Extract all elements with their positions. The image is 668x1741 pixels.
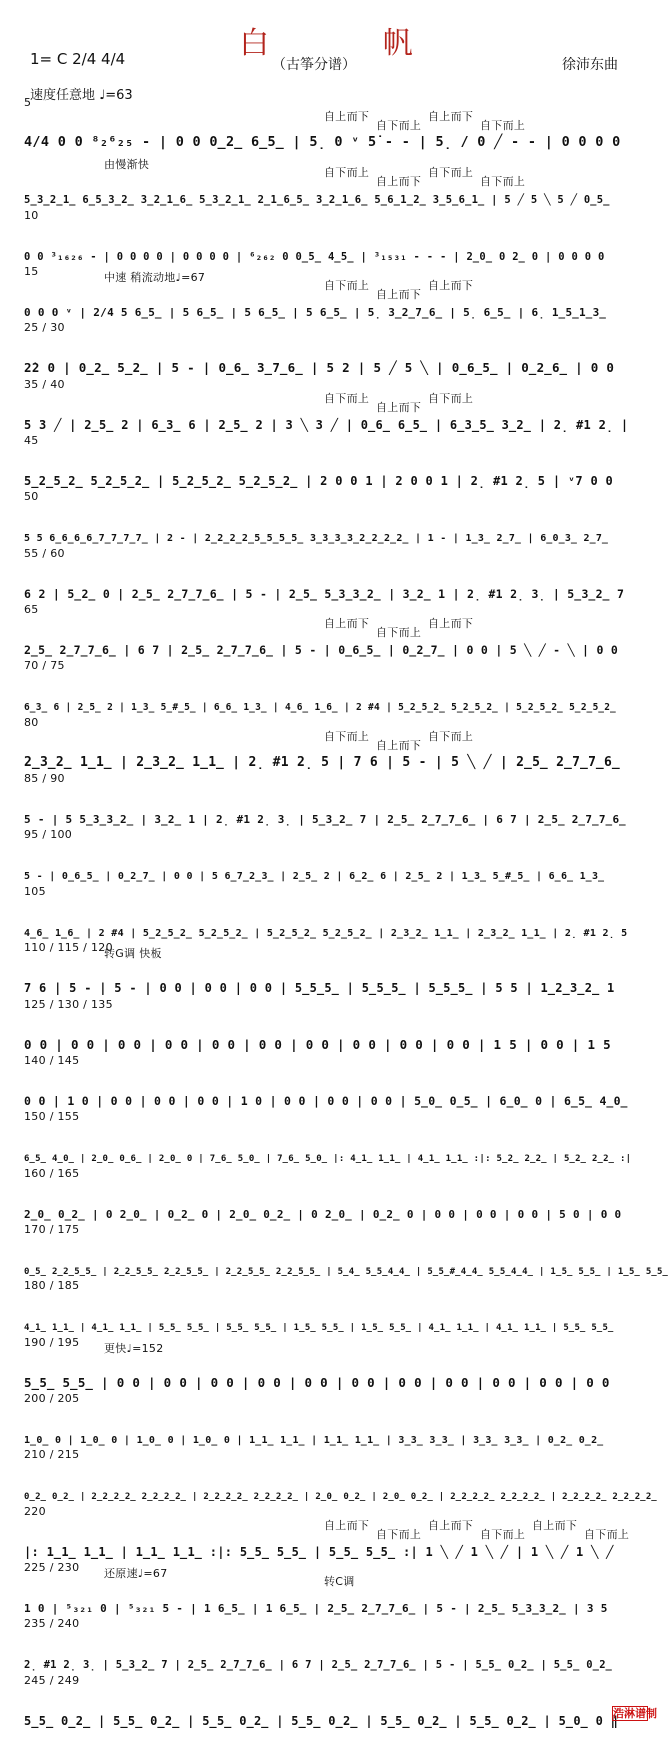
key-signature: 1= C 2/4 4/4 bbox=[30, 50, 126, 68]
notation-line: 0 0 0 ᵛ | 2/4 5 6̲5̲ | 5 6̲5̲ | 5 6̲5̲ | 5 6̲5̲ | 5̣ 3̲2̲7̲6̲ | 5̣ 6̲5̲ | 6̣ 1̲5̲1̲3̲ bbox=[24, 306, 607, 319]
glissando-label: 转C调 bbox=[324, 1575, 355, 1588]
measure-number: 235 / 240 bbox=[24, 1617, 80, 1630]
notation-line: 5 - | 0̲6̲5̲ | 0̲2̲7̲ | 0 0 | 5 6̲7̲2̲3̲ | 2̲5̲ 2 | 6̲2̲ 6 | 2̲5̲ 2 | 1̲3̲ 5̲#̲5̲ | 6̲6̲ 1̲3̲ bbox=[24, 871, 605, 882]
score-system bbox=[24, 1561, 632, 1615]
score-system bbox=[24, 998, 632, 1052]
measure-number: 170 / 175 bbox=[24, 1223, 80, 1236]
score-system bbox=[24, 1448, 657, 1502]
score-system bbox=[24, 547, 632, 601]
glissando-label: 自下而上 bbox=[428, 166, 474, 179]
notation-line: 5̲3̲2̲1̲ 6̲5̲3̲2̲ 3̲2̲1̲6̲ 5̲3̲2̲1̲ 2̲1̲6̲5̲ 3̲2̲1̲6̲ 5̲6̲1̲2̲ 3̲5̲6̲1̲ | 5 ╱ 5 ╲ 5 ╱ 0̲5̲ bbox=[24, 194, 610, 206]
score-system bbox=[24, 1674, 632, 1728]
glissando-label: 自下而上 bbox=[376, 119, 422, 132]
glissando-label: 自上而下 bbox=[428, 617, 474, 630]
score-system bbox=[24, 828, 632, 882]
notation-line: 5 3 ╱ | 2̲5̲ 2 | 6̲3̲ 6 | 2̲5̲ 2 | 3 ╲ 3 ╱ | 0̲6̲ 6̲5̲ | 6̲3̲5̲ 3̲2̲ | 2̣ #1 2̣ | bbox=[24, 418, 629, 432]
measure-number: 125 / 130 / 135 bbox=[24, 998, 113, 1011]
performance-direction: 还原速♩=67 bbox=[104, 1567, 168, 1580]
measure-number: 150 / 155 bbox=[24, 1110, 80, 1123]
glissando-label: 自上而下 bbox=[324, 110, 370, 123]
measure-number: 70 / 75 bbox=[24, 659, 65, 672]
notation-line: 0 0 | 0 0 | 0 0 | 0 0 | 0 0 | 0 0 | 0 0 | 0 0 | 0 0 | 0 0 | 1 5 | 0 0 | 1 5 bbox=[24, 1037, 611, 1052]
measure-number: 105 bbox=[24, 885, 46, 898]
score-system bbox=[24, 603, 632, 657]
score-system bbox=[24, 152, 632, 206]
measure-number: 190 / 195 bbox=[24, 1336, 80, 1349]
glissando-label: 自下而上 bbox=[376, 626, 422, 639]
measure-number: 95 / 100 bbox=[24, 828, 73, 841]
score-system bbox=[24, 1336, 632, 1390]
glissando-label: 自下而上 bbox=[324, 730, 370, 743]
measure-number: 225 / 230 bbox=[24, 1561, 80, 1574]
glissando-label: 自下而上 bbox=[584, 1528, 630, 1541]
measure-number: 25 / 30 bbox=[24, 321, 65, 334]
notation-line: 2̣ #1 2̣ 3̣ | 5̲3̲2̲ 7 | 2̲5̲ 2̲7̲7̲6̲ | 6 7 | 2̲5̲ 2̲7̲7̲6̲ | 5 - | 5̲5̲ 0̲2̲ | 5̲5̲ 0̲2̲ bbox=[24, 1659, 613, 1671]
glissando-label: 自上而下 bbox=[376, 401, 422, 414]
glissando-label: 自下而上 bbox=[480, 1528, 526, 1541]
glissando-label: 自下而上 bbox=[480, 119, 526, 132]
notation-line: 5̲2̲5̲2̲ 5̲2̲5̲2̲ | 5̲2̲5̲2̲ 5̲2̲5̲2̲ | 2 0 0 1 | 2 0 0 1 | 2̣ #1 2̣ 5 | ᵛ7 0 0 bbox=[24, 474, 614, 488]
score-system bbox=[24, 1110, 632, 1164]
performance-direction: 中速 稍流动地♩=67 bbox=[104, 271, 206, 284]
measure-number: 65 bbox=[24, 603, 39, 616]
notation-line: 4̲6̲ 1̲6̲ | 2 #4 | 5̲2̲5̲2̲ 5̲2̲5̲2̲ | 5̲2̲5̲2̲ 5̲2̲5̲2̲ | 2̲3̲2̲ 1̲1̲ | 2̲3̲2̲ 1̲1̲ | 2̣ #1 2̣ 5 bbox=[24, 928, 628, 939]
performance-direction: 更快♩=152 bbox=[104, 1342, 164, 1355]
measure-number: 160 / 165 bbox=[24, 1167, 80, 1180]
glissando-label: 自上而下 bbox=[324, 1519, 370, 1532]
tempo-marking: 速度任意地 ♩=63 bbox=[30, 88, 133, 103]
score-system bbox=[24, 1167, 632, 1221]
notation-line: 0̲2̲ 0̲2̲ | 2̲2̲2̲2̲ 2̲2̲2̲2̲ | 2̲2̲2̲2̲ 2̲2̲2̲2̲ | 2̲0̲ 0̲2̲ | 2̲0̲ 0̲2̲ | 2̲2̲2̲2̲ 2̲2̲2̲2̲ | 2̲2̲2̲2̲ 2̲2̲2̲2̲ bbox=[24, 1492, 657, 1502]
notation-line: 5 5 6̲6̲6̲6̲7̲7̲7̲7̲ | 2 - | 2̲2̲2̲2̲5̲5̲5̲5̲ 3̲3̲3̲3̲2̲2̲2̲2̲ | 1 - | 1̲3̲ 2̲7̲ | 6̲0̲3̲ 2̲7̲ bbox=[24, 533, 609, 544]
performance-direction: 由慢渐快 bbox=[104, 158, 150, 171]
score-system bbox=[24, 1279, 632, 1333]
glissando-label: 自下而上 bbox=[376, 1528, 422, 1541]
measure-number: 140 / 145 bbox=[24, 1054, 80, 1067]
composer: 徐沛东曲 bbox=[562, 57, 618, 73]
notation-line: 6 2 | 5̲2̲ 0 | 2̲5̲ 2̲7̲7̲6̲ | 5 - | 2̲5̲ 5̲3̲3̲2̲ | 3̲2̲ 1 | 2̣ #1 2̣ 3̣ | 5̲3̲2̲ 7 bbox=[24, 587, 625, 601]
notation-line: 5 - | 5 5̲3̲3̲2̲ | 3̲2̲ 1 | 2̣ #1 2̣ 3̣ | 5̲3̲2̲ 7 | 2̲5̲ 2̲7̲7̲6̲ | 6 7 | 2̲5̲ 2̲7̲7̲6̲ bbox=[24, 813, 626, 826]
glissando-label: 自上而下 bbox=[428, 1519, 474, 1532]
score-system bbox=[24, 265, 632, 319]
measure-number: 210 / 215 bbox=[24, 1448, 80, 1461]
notation-line: 4̲1̲ 1̲1̲ | 4̲1̲ 1̲1̲ | 5̲5̲ 5̲5̲ | 5̲5̲ 5̲5̲ | 1̲5̲ 5̲5̲ | 1̲5̲ 5̲5̲ | 4̲1̲ 1̲1̲ | 4̲1̲ 1̲1̲ | 5̲5̲ 5̲5̲ bbox=[24, 1323, 614, 1333]
notation-line: 5̲5̲ 0̲2̲ | 5̲5̲ 0̲2̲ | 5̲5̲ 0̲2̲ | 5̲5̲ 0̲2̲ | 5̲5̲ 0̲2̲ | 5̲5̲ 0̲2̲ | 5̲0̲ 0 ‖ bbox=[24, 1714, 619, 1728]
score-system bbox=[24, 1392, 632, 1446]
score-system bbox=[24, 772, 632, 826]
glissando-label: 自下而上 bbox=[324, 279, 370, 292]
notation-line: 5̲5̲ 5̲5̲ | 0 0 | 0 0 | 0 0 | 0 0 | 0 0 | 0 0 | 0 0 | 0 0 | 0 0 | 0 0 | 0 0 bbox=[24, 1375, 610, 1390]
score-system bbox=[24, 434, 632, 488]
notation-line: 2̇2 0 | 0̲2̲ 5̲2̲ | 5 - | 0̲6̲ 3̲7̲6̲ | 5 2 | 5 ╱ 5 ╲ | 0̲6̲5̲ | 0̲2̲6̲ | 0 0 bbox=[24, 360, 615, 375]
measure-number: 110 / 115 / 120 bbox=[24, 941, 113, 954]
glissando-label: 自下而上 bbox=[324, 166, 370, 179]
measure-number: 5 bbox=[24, 96, 32, 109]
notation-line: 2̲5̲ 2̲7̲7̲6̲ | 6 7 | 2̲5̲ 2̲7̲7̲6̲ | 5 - | 0̲6̲5̲ | 0̲2̲7̲ | 0 0 | 5 ╲ ╱ - ╲ | 0 0 bbox=[24, 643, 619, 657]
measure-number: 200 / 205 bbox=[24, 1392, 80, 1405]
glissando-label: 自上而下 bbox=[532, 1519, 578, 1532]
subtitle: （古筝分谱） bbox=[272, 57, 356, 73]
glissando-label: 自上而下 bbox=[376, 175, 422, 188]
score-system bbox=[24, 378, 632, 432]
glissando-label: 自下而上 bbox=[428, 392, 474, 405]
measure-number: 180 / 185 bbox=[24, 1279, 80, 1292]
score-system bbox=[24, 1505, 632, 1559]
notation-line: 6̲3̲ 6 | 2̲5̲ 2 | 1̲3̲ 5̲#̲5̲ | 6̲6̲ 1̲3̲ | 4̲6̲ 1̲6̲ | 2 #4 | 5̲2̲5̲2̲ 5̲2̲5̲2̲ | 5̲2̲5̲2̲ 5̲2̲5̲2̲ bbox=[24, 702, 617, 713]
notation-line: 1 0 | ⁵₃₂₁ 0 | ⁵₃₂₁ 5 - | 1 6̲5̲ | 1 6̲5̲ | 2̲5̲ 2̲7̲7̲6̲ | 5 - | 2̲5̲ 5̲3̲3̲2̲ | 3 5 bbox=[24, 1602, 608, 1615]
score-system bbox=[24, 885, 632, 939]
measure-number: 55 / 60 bbox=[24, 547, 65, 560]
page-title: 白 帆 bbox=[239, 26, 465, 61]
notation-line: 0 0 ³₁₆₂₆ - | 0 0 0 0 | 0 0 0 0 | ⁶₂₆₂ 0 0̲5̲ 4̲5̲ | ³₁₅₃₁ - - - | 2̲0̲ 0 2̲ 0 | 0 0 0 0 bbox=[24, 251, 605, 263]
glissando-label: 自下而上 bbox=[324, 392, 370, 405]
score-system bbox=[24, 1054, 632, 1108]
notation-line: 6̲5̲ 4̲0̲ | 2̲0̲ 0̲6̲ | 2̲0̲ 0 | 7̲6̲ 5̲0̲ | 7̲6̲ 5̲0̲ |: 4̲1̲ 1̲1̲ | 4̲1̲ 1̲1̲ :|: 5̲2̲ 2̲2̲ | 5̲2̲ 2̲2̲ :| bbox=[24, 1154, 632, 1164]
measure-number: 35 / 40 bbox=[24, 378, 65, 391]
glissando-label: 自上而下 bbox=[428, 110, 474, 123]
notation-line: 7 6 | 5 - | 5 - | 0 0 | 0 0 | 0 0 | 5̲5̲5̲ | 5̲5̲5̲ | 5̲5̲5̲ | 5 5 | 1̲2̲3̲2̲ 1 bbox=[24, 981, 615, 995]
score-system bbox=[24, 716, 632, 770]
glissando-label: 自上而下 bbox=[428, 279, 474, 292]
glissando-label: 自上而下 bbox=[376, 739, 422, 752]
score-system bbox=[24, 321, 632, 375]
glissando-label: 自下而上 bbox=[480, 175, 526, 188]
score-system bbox=[24, 1223, 668, 1277]
score-system bbox=[24, 490, 632, 544]
score-system bbox=[24, 941, 632, 995]
measure-number: 15 bbox=[24, 265, 39, 278]
measure-number: 85 / 90 bbox=[24, 772, 65, 785]
measure-number: 245 / 249 bbox=[24, 1674, 80, 1687]
measure-number: 80 bbox=[24, 716, 39, 729]
score-system bbox=[24, 659, 632, 713]
glissando-label: 自下而上 bbox=[428, 730, 474, 743]
notation-line: 2̲0̲ 0̲2̲ | 0 2̲0̲ | 0̲2̲ 0 | 2̲0̲ 0̲2̲ | 0 2̲0̲ | 0̲2̲ 0 | 0 0 | 0 0 | 0 0 | 5 0 | 0 0 bbox=[24, 1208, 622, 1221]
score-system bbox=[24, 209, 632, 263]
measure-number: 50 bbox=[24, 490, 39, 503]
score-system bbox=[24, 1617, 632, 1671]
score-system bbox=[24, 96, 632, 150]
measure-number: 45 bbox=[24, 434, 39, 447]
notation-line: 4/4 0 0 ⁸₂⁶₂₅ - | 0 0 0̲2̲ 6̲5̲ | 5̣ 0 ᵛ 5̇ - - | 5̣ / 0 ╱ - - | 0 0 0 0 bbox=[24, 134, 621, 150]
watermark-stamp: 浩淋谱制 bbox=[613, 1707, 657, 1720]
notation-line: |: 1̲1̲ 1̲1̲ | 1̲1̲ 1̲1̲ :|: 5̲5̲ 5̲5̲ | 5̲5̲ 5̲5̲ :| 1 ╲ ╱ 1 ╲ ╱ | 1 ╲ ╱ 1 ╲ ╱ bbox=[24, 1545, 614, 1559]
performance-direction: 转G调 快板 bbox=[104, 947, 162, 960]
notation-line: 0 0 | 1 0 | 0 0 | 0 0 | 0 0 | 1 0 | 0 0 | 0 0 | 0 0 | 5̲0̲ 0̲5̲ | 6̲0̲ 0 | 6̲5̲ 4̲0̲ bbox=[24, 1094, 628, 1108]
notation-line: 0̲5̲ 2̲2̲5̲5̲ | 2̲2̲5̲5̲ 2̲2̲5̲5̲ | 2̲2̲5̲5̲ 2̲2̲5̲5̲ | 5̲4̲ 5̲5̲4̲4̲ | 5̲5̲#̲4̲4̲ 5̲5̲4̲4̲ | 1̲5̲ 5̲5̲ | 1̲5̲ 5̲5̲ bbox=[24, 1267, 668, 1277]
notation-line: 1̲0̲ 0 | 1̲0̲ 0 | 1̲0̲ 0 | 1̲0̲ 0 | 1̲1̲ 1̲1̲ | 1̲1̲ 1̲1̲ | 3̲3̲ 3̲3̲ | 3̲3̲ 3̲3̲ | 0̲2̲ 0̲2̲ bbox=[24, 1435, 604, 1446]
notation-line: 2̲3̲2̲ 1̲1̲ | 2̲3̲2̲ 1̲1̲ | 2̣ #1 2̣ 5 | 7 6 | 5 - | 5 ╲ ╱ | 2̲5̲ 2̲7̲7̲6̲ bbox=[24, 755, 620, 770]
measure-number: 10 bbox=[24, 209, 39, 222]
measure-number: 220 bbox=[24, 1505, 46, 1518]
glissando-label: 自上而下 bbox=[324, 617, 370, 630]
glissando-label: 自上而下 bbox=[376, 288, 422, 301]
